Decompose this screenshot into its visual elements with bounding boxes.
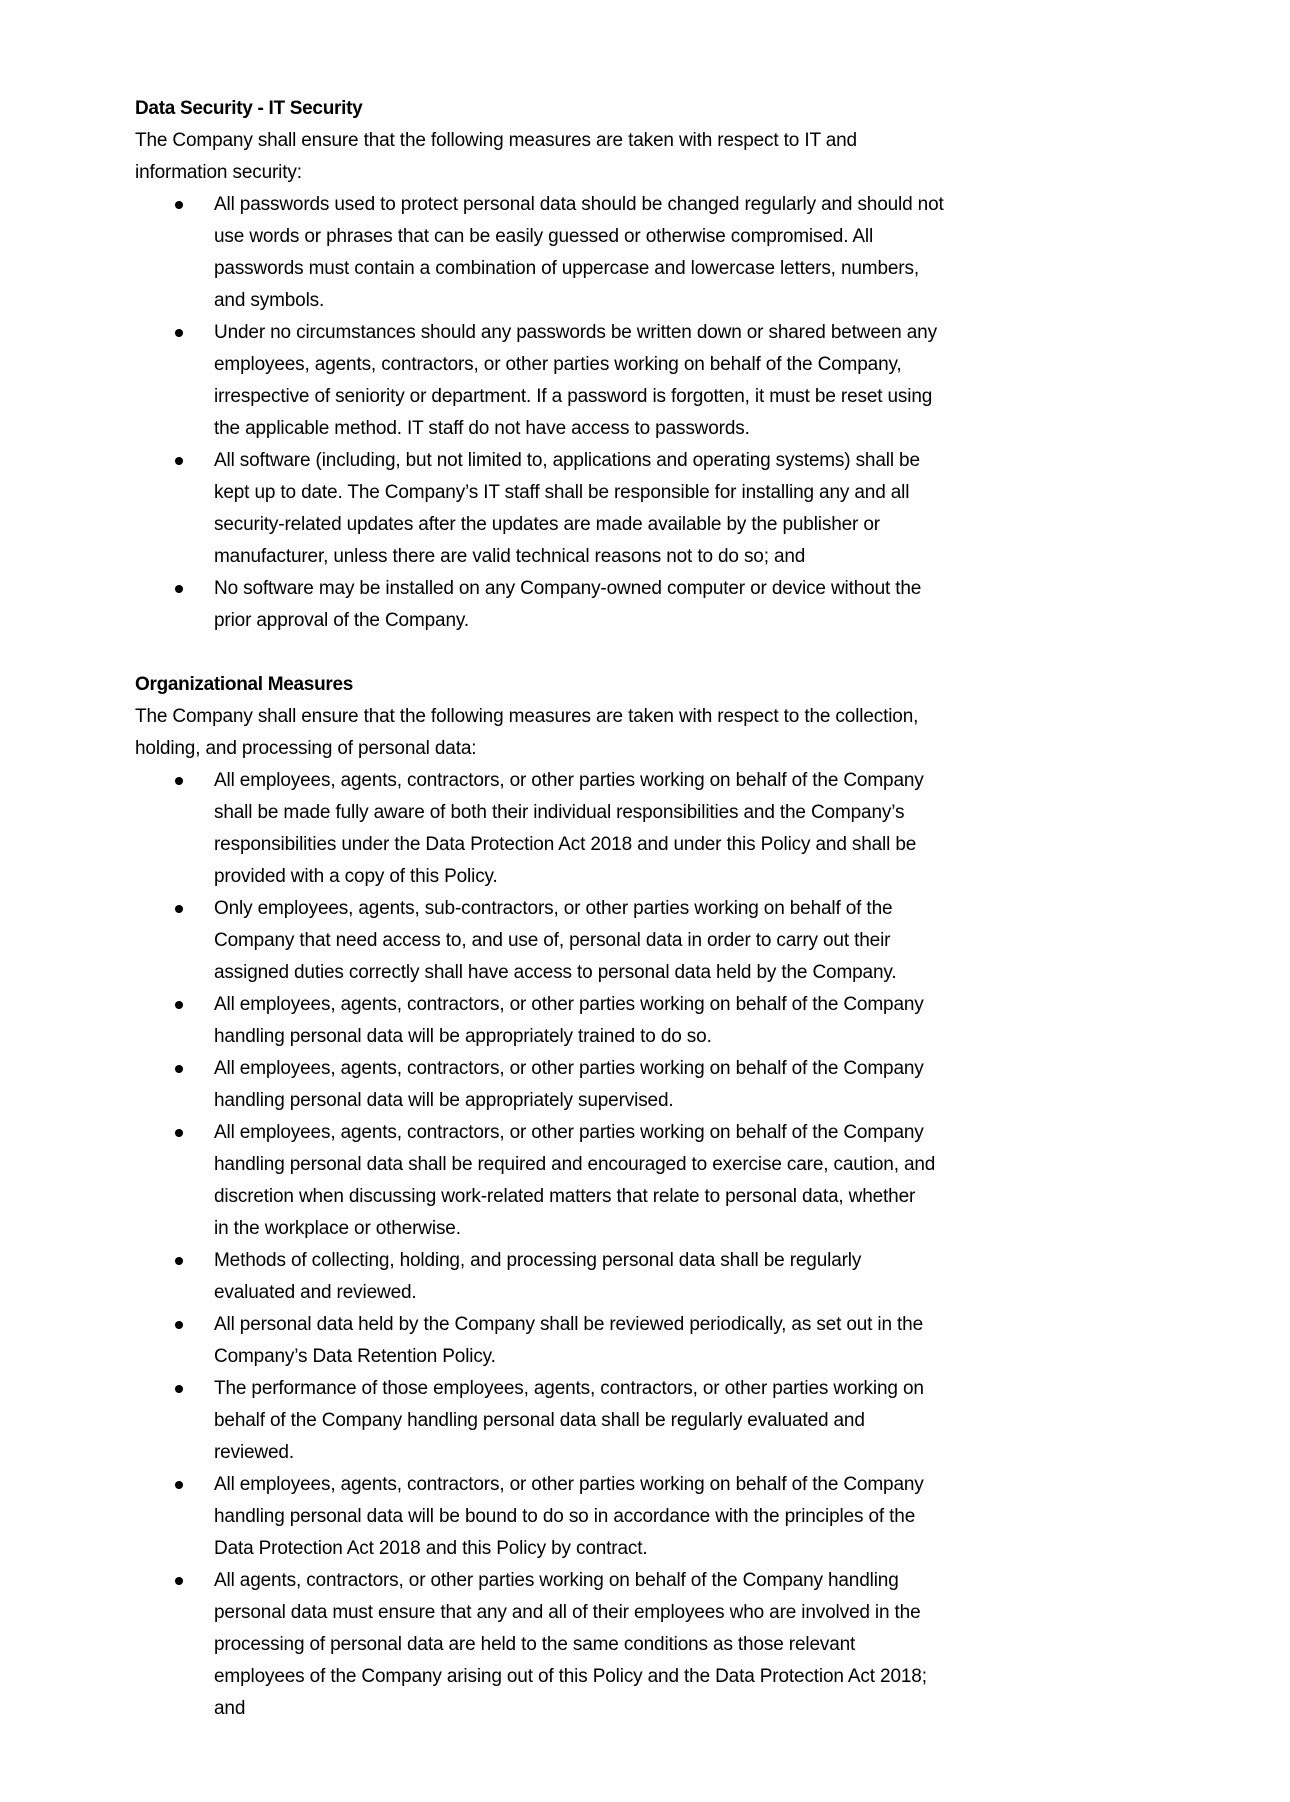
bullet-dot-icon [175, 1129, 183, 1137]
bullet-dot-icon [175, 1065, 183, 1073]
list-item-line: The performance of those employees, agents, contractors, or other parties working on [214, 1378, 924, 1399]
list-item-line: Under no circumstances should any passwords be written down or shared between any [214, 322, 937, 343]
intro-line: information security: [135, 162, 302, 183]
list-item-line: evaluated and reviewed. [214, 1282, 417, 1303]
list-item [135, 1053, 1175, 1117]
list-item-line: All employees, agents, contractors, or other parties working on behalf of the Company [214, 1474, 924, 1495]
list-item-line: assigned duties correctly shall have access to personal data held by the Company. [214, 962, 897, 983]
list-item-line: All employees, agents, contractors, or other parties working on behalf of the Company [214, 994, 924, 1015]
bullet-list [135, 189, 1175, 637]
list-item-line: discretion when discussing work-related matters that relate to personal data, whether [214, 1186, 916, 1207]
bullet-dot-icon [175, 201, 183, 209]
list-item [135, 893, 1175, 989]
list-item-line: and [214, 1698, 246, 1719]
list-item-line: employees, agents, contractors, or other parties working on behalf of the Company, [214, 354, 902, 375]
list-item-line: Only employees, agents, sub-contractors, or other parties working on behalf of the [214, 898, 893, 919]
list-item-line: All employees, agents, contractors, or other parties working on behalf of the Company [214, 1122, 924, 1143]
list-item-line: the applicable method. IT staff do not have access to passwords. [214, 418, 750, 439]
list-item-line: provided with a copy of this Policy. [214, 866, 498, 887]
bullet-dot-icon [175, 329, 183, 337]
section-heading: Data Security - IT Security [135, 98, 363, 119]
bullet-dot-icon [175, 585, 183, 593]
list-item [135, 1245, 1175, 1309]
list-item-line: handling personal data will be appropriately supervised. [214, 1090, 674, 1111]
section-spacer [135, 637, 1175, 669]
section-it-security [135, 93, 1175, 637]
list-item-line: handling personal data shall be required and encouraged to exercise care, caution, and [214, 1154, 936, 1175]
list-item-line: irrespective of seniority or department. If a password is forgotten, it must be reset using [214, 386, 933, 407]
document-page [135, 93, 1175, 1725]
list-item [135, 989, 1175, 1053]
list-item-line: processing of personal data are held to the same conditions as those relevant [214, 1634, 856, 1655]
bullet-dot-icon [175, 905, 183, 913]
list-item-line: All agents, contractors, or other parties working on behalf of the Company handling [214, 1570, 899, 1591]
list-item-line: Company that need access to, and use of, personal data in order to carry out their [214, 930, 891, 951]
list-item [135, 317, 1175, 445]
list-item-line: personal data must ensure that any and all of their employees who are involved in the [214, 1602, 921, 1623]
section-organizational-measures [135, 669, 1175, 1725]
intro-line: The Company shall ensure that the following measures are taken with respect to the collection, [135, 706, 919, 727]
list-item-line: All software (including, but not limited to, applications and operating systems) shall be [214, 450, 920, 471]
list-item-line: handling personal data will be bound to do so in accordance with the principles of the [214, 1506, 916, 1527]
list-item-line: passwords must contain a combination of uppercase and lowercase letters, numbers, [214, 258, 919, 279]
bullet-list [135, 765, 1175, 1725]
bullet-dot-icon [175, 457, 183, 465]
list-item-line: security-related updates after the updates are made available by the publisher or [214, 514, 880, 535]
list-item [135, 1309, 1175, 1373]
list-item-line: in the workplace or otherwise. [214, 1218, 461, 1239]
bullet-dot-icon [175, 1321, 183, 1329]
list-item [135, 1565, 1175, 1725]
list-item [135, 765, 1175, 893]
list-item-line: Data Protection Act 2018 and this Policy by contract. [214, 1538, 648, 1559]
list-item [135, 445, 1175, 573]
list-item [135, 573, 1175, 637]
list-item-line: All employees, agents, contractors, or other parties working on behalf of the Company [214, 1058, 924, 1079]
list-item-line: No software may be installed on any Company-owned computer or device without the [214, 578, 922, 599]
bullet-dot-icon [175, 1577, 183, 1585]
list-item [135, 1469, 1175, 1565]
bullet-dot-icon [175, 1385, 183, 1393]
list-item [135, 1373, 1175, 1469]
list-item-line: use words or phrases that can be easily guessed or otherwise compromised. All [214, 226, 874, 247]
list-item-line: reviewed. [214, 1442, 294, 1463]
list-item-line: kept up to date. The Company’s IT staff shall be responsible for installing any and all [214, 482, 910, 503]
list-item-line: All employees, agents, contractors, or other parties working on behalf of the Company [214, 770, 924, 791]
list-item-line: shall be made fully aware of both their individual responsibilities and the Company’s [214, 802, 905, 823]
bullet-dot-icon [175, 1001, 183, 1009]
bullet-dot-icon [175, 1481, 183, 1489]
intro-line: holding, and processing of personal data: [135, 738, 477, 759]
list-item-line: manufacturer, unless there are valid technical reasons not to do so; and [214, 546, 806, 567]
section-intro [135, 125, 1175, 189]
list-item-line: Methods of collecting, holding, and processing personal data shall be regularly [214, 1250, 862, 1271]
section-intro [135, 701, 1175, 765]
list-item-line: Company’s Data Retention Policy. [214, 1346, 496, 1367]
list-item-line: All passwords used to protect personal data should be changed regularly and should not [214, 194, 944, 215]
list-item-line: responsibilities under the Data Protection Act 2018 and under this Policy and shall be [214, 834, 917, 855]
list-item-line: handling personal data will be appropriately trained to do so. [214, 1026, 712, 1047]
list-item-line: employees of the Company arising out of this Policy and the Data Protection Act 2018; [214, 1666, 927, 1687]
bullet-dot-icon [175, 777, 183, 785]
intro-line: The Company shall ensure that the following measures are taken with respect to IT and [135, 130, 857, 151]
list-item-line: prior approval of the Company. [214, 610, 469, 631]
list-item [135, 1117, 1175, 1245]
section-heading: Organizational Measures [135, 674, 354, 695]
list-item [135, 189, 1175, 317]
list-item-line: All personal data held by the Company shall be reviewed periodically, as set out in the [214, 1314, 924, 1335]
list-item-line: and symbols. [214, 290, 325, 311]
bullet-dot-icon [175, 1257, 183, 1265]
list-item-line: behalf of the Company handling personal data shall be regularly evaluated and [214, 1410, 865, 1431]
